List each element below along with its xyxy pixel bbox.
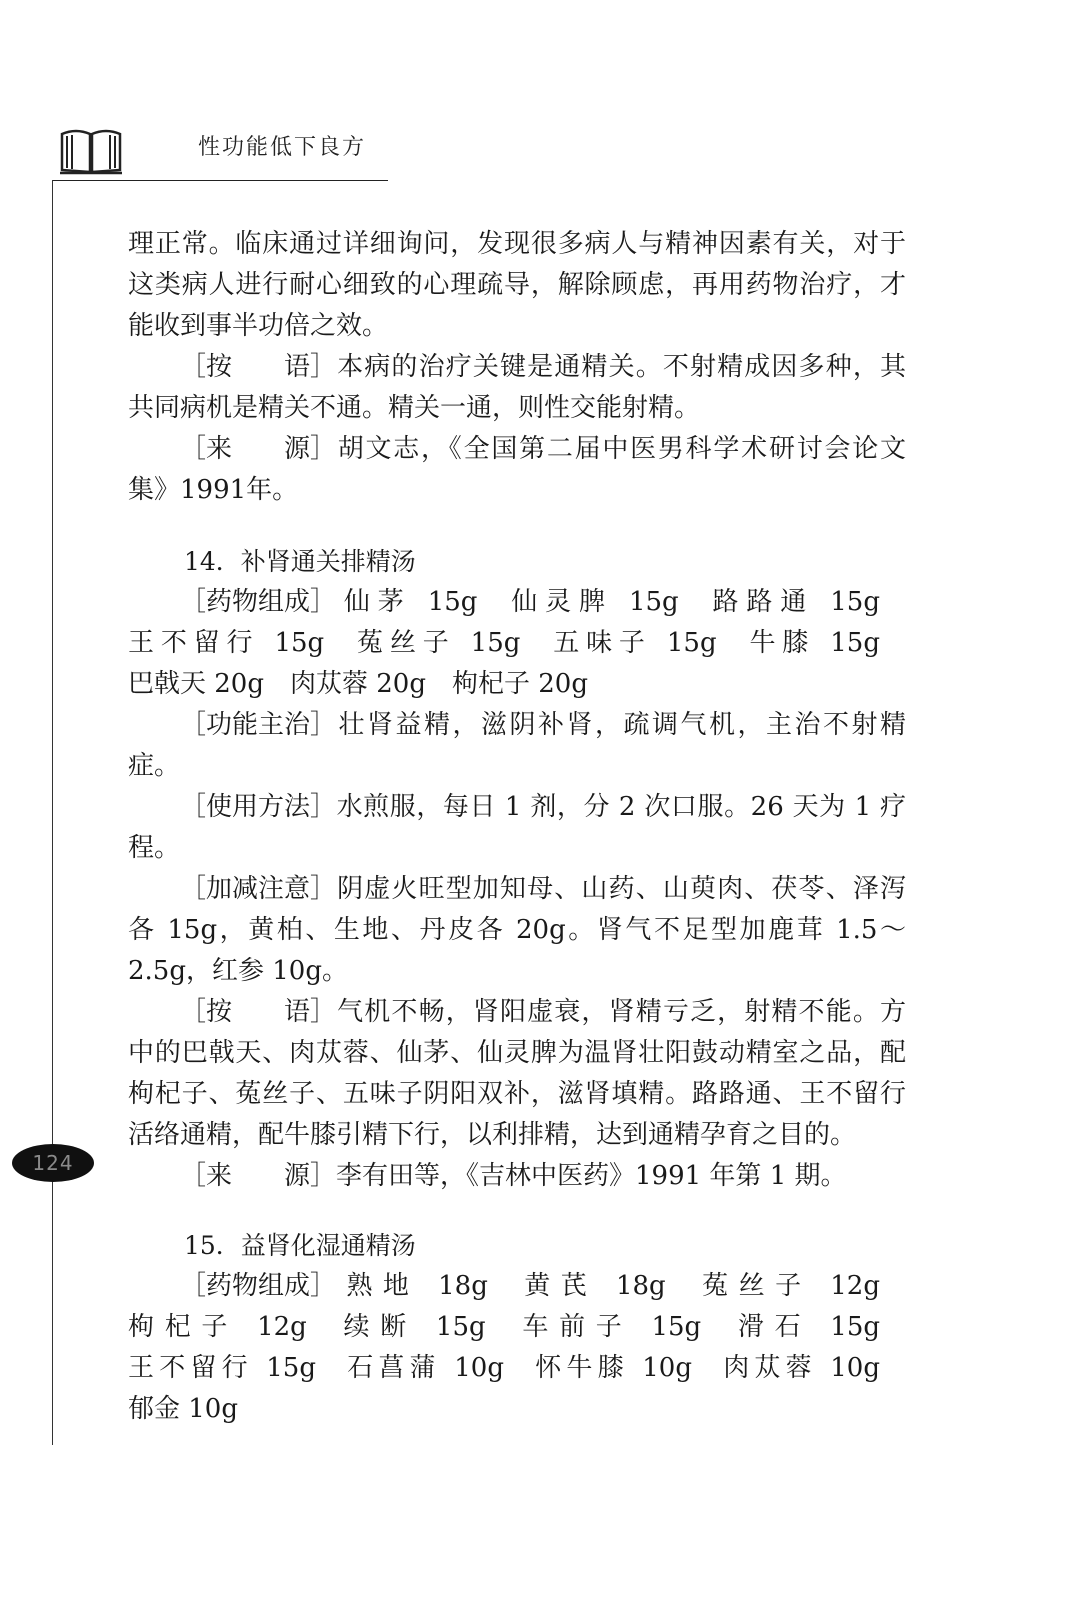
recipe-15-title: 15．益肾化湿通精汤 bbox=[184, 1231, 416, 1260]
function-text: 壮肾益精，滋阴补肾，疏调气机，主治不射精症。 bbox=[128, 710, 906, 781]
usage-text: 水煎服，每日 1 剂，分 2 次口服。26 天为 1 疗程。 bbox=[128, 792, 906, 863]
ingredient: 郁金 10g bbox=[128, 1394, 238, 1424]
continued-paragraph: 理正常。临床通过详细询问，发现很多病人与精神因素有关，对于这类病人进行耐心细致的心理疏导，解除顾虑，再用药物治疗，才能收到事半功倍之效。 bbox=[128, 229, 906, 341]
function-label: ［功能主治］ bbox=[180, 710, 337, 740]
margin-rule bbox=[52, 180, 53, 1445]
ingredient: 熟地 18g bbox=[336, 1271, 488, 1301]
ingredient: 肉苁蓉 20g bbox=[290, 669, 426, 699]
ingredient: 仙灵脾 15g bbox=[503, 587, 679, 617]
composition-label: ［药物组成］ bbox=[180, 587, 337, 617]
ingredient: 菟丝子 15g bbox=[350, 628, 521, 658]
ingredient: 仙茅 15g bbox=[336, 587, 478, 617]
usage-label: ［使用方法］ bbox=[180, 792, 337, 822]
source-text: 李有田等，《吉林中医药》1991 年第 1 期。 bbox=[336, 1161, 847, 1191]
composition-label: ［药物组成］ bbox=[180, 1271, 337, 1301]
ingredient: 枸杞子 20g bbox=[452, 669, 588, 699]
recipe-14-modification bbox=[128, 869, 906, 992]
note-label: ［按 语］ bbox=[180, 997, 337, 1027]
ingredient: 黄芪 18g bbox=[513, 1271, 666, 1301]
ingredient: 肉苁蓉 10g bbox=[718, 1353, 880, 1383]
open-book-icon bbox=[58, 126, 124, 176]
ingredient: 牛膝 15g bbox=[742, 628, 880, 658]
page-number: 124 bbox=[12, 1144, 94, 1182]
recipe-14-function bbox=[128, 705, 906, 787]
ingredient: 菟丝子 12g bbox=[691, 1271, 880, 1301]
recipe-14-note bbox=[128, 992, 906, 1156]
recipe-15-composition bbox=[128, 1266, 906, 1430]
recipe-14-source bbox=[128, 1156, 906, 1197]
source-text: 胡文志，《全国第二届中医男科学术研讨会论文集》1991年。 bbox=[128, 434, 906, 505]
recipe-14-composition bbox=[128, 582, 906, 705]
ingredient: 滑石 15g bbox=[727, 1312, 881, 1342]
modification-label: ［加减注意］ bbox=[180, 874, 337, 904]
ingredient: 路路通 15g bbox=[704, 587, 880, 617]
header-rule bbox=[52, 180, 388, 181]
source-label: ［来 源］ bbox=[180, 1161, 337, 1191]
source-paragraph bbox=[128, 429, 906, 511]
note-label: ［按 语］ bbox=[180, 352, 337, 382]
modification-text: 阴虚火旺型加知母、山药、山萸肉、茯苓、泽泻各 15g，黄柏、生地、丹皮各 20g。肾气不足型加鹿茸 1.5～2.5g，红参 10g。 bbox=[128, 874, 906, 986]
recipe-14-usage bbox=[128, 787, 906, 869]
body-text bbox=[128, 224, 906, 1430]
ingredient: 续断 15g bbox=[332, 1312, 486, 1342]
ingredient: 巴戟天 20g bbox=[128, 669, 264, 699]
ingredient: 五味子 15g bbox=[546, 628, 717, 658]
note-text: 本病的治疗关键是通精关。不射精成因多种，其共同病机是精关不通。精关一通，则性交能射精。 bbox=[128, 352, 906, 423]
recipe-14-title: 14．补肾通关排精汤 bbox=[184, 547, 416, 576]
note-paragraph bbox=[128, 347, 906, 429]
ingredient: 王不留行 15g bbox=[128, 628, 325, 658]
ingredient: 枸杞子 12g bbox=[128, 1312, 307, 1342]
ingredient: 王不留行 15g bbox=[128, 1353, 316, 1383]
note-text: 气机不畅，肾阳虚衰，肾精亏乏，射精不能。方中的巴戟天、肉苁蓉、仙茅、仙灵脾为温肾壮阳鼓动精室之品，配枸杞子、菟丝子、五味子阴阳双补，滋肾填精。路路通、王不留行活络通精，配牛膝引精下行，以利排精，达到通精孕育之目的。 bbox=[128, 997, 906, 1150]
source-label: ［来 源］ bbox=[180, 434, 337, 464]
ingredient: 石菖蒲 10g bbox=[342, 1353, 504, 1383]
running-title: 性功能低下良方 bbox=[198, 135, 367, 160]
ingredient: 车前子 15g bbox=[511, 1312, 702, 1342]
ingredient: 怀牛膝 10g bbox=[530, 1353, 692, 1383]
